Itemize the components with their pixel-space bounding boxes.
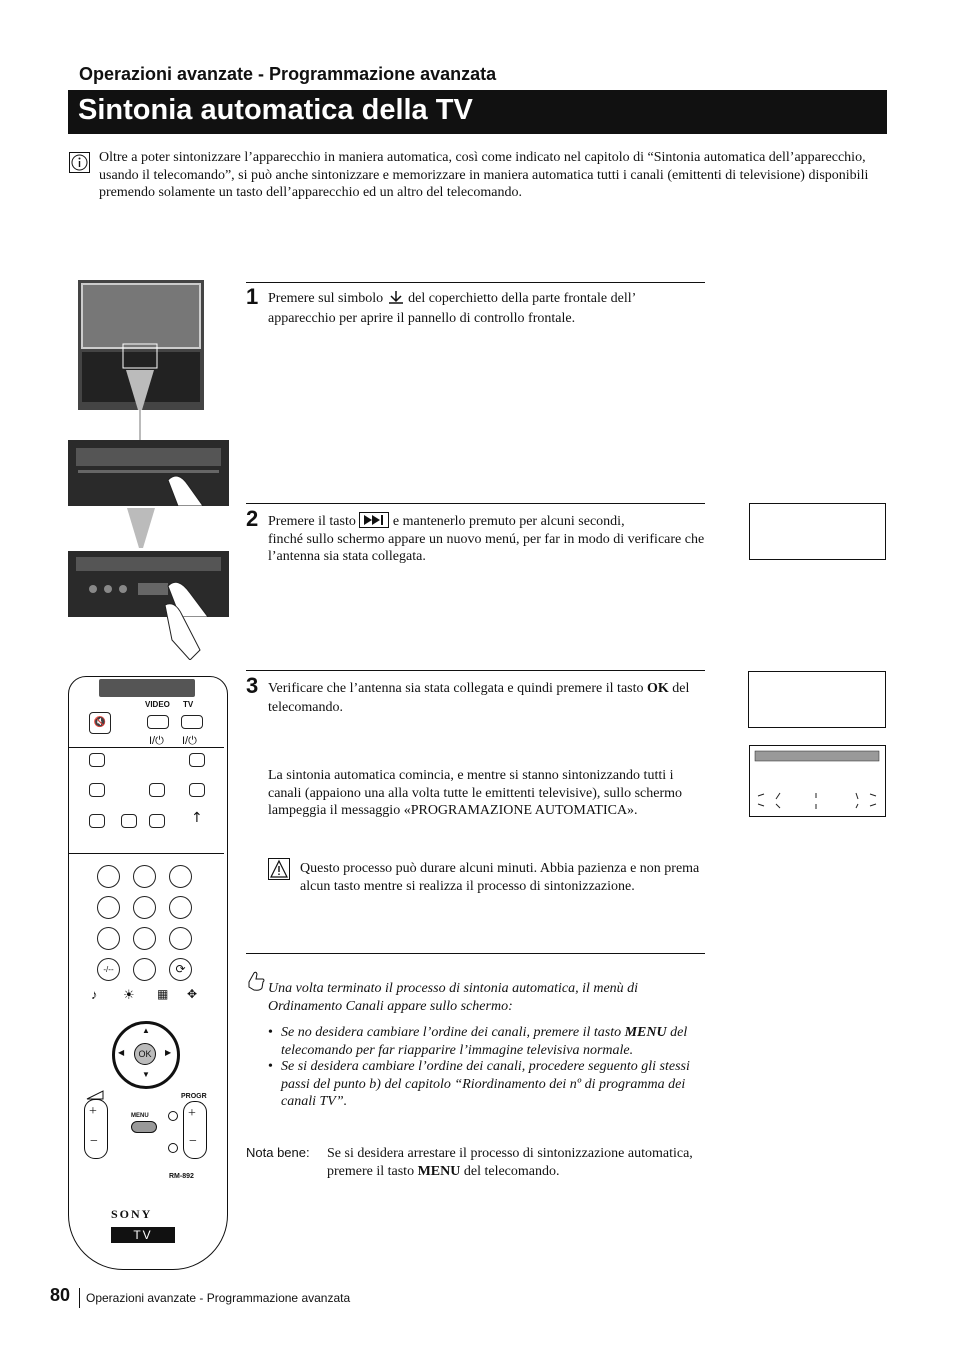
brand-tv-badge: TV: [111, 1227, 175, 1243]
step3-rule: [246, 670, 705, 671]
step2-rule: [246, 503, 705, 504]
screen-format-icon[interactable]: ✥: [187, 987, 198, 1001]
picture-mode-icon[interactable]: ☀: [123, 987, 135, 1002]
ok-button[interactable]: OK: [134, 1043, 156, 1065]
volume-rocker[interactable]: [84, 1099, 108, 1159]
program-down-icon[interactable]: −: [189, 1134, 197, 1149]
mute-button[interactable]: 🔇: [89, 712, 111, 734]
remote-button-a[interactable]: [89, 753, 105, 767]
warning-text: Questo processo può durare alcuni minuti. Abbia pazienza e non prema alcun tasto mentre si realizza il processo di sintonizzazione.: [300, 861, 700, 894]
note-bullet-2: Se si desidera cambiare l’ordine dei canali, procedere seguento gli stessi passi del punto b) del capitolo “Riordinamento dei nº di programma dei canali TV”.: [281, 1059, 690, 1109]
progr-label: PROGR: [181, 1093, 207, 1100]
tv-screen-antenna-check: [749, 503, 886, 560]
digit-5-button[interactable]: [133, 896, 156, 919]
navigation-pad[interactable]: [112, 1021, 180, 1089]
connector-line: [139, 410, 141, 440]
digit-3-button[interactable]: [169, 865, 192, 888]
video-power-label: I/⏻: [149, 735, 164, 747]
nav-up-icon[interactable]: ▲: [142, 1026, 150, 1035]
down-arrow-symbol-icon: [387, 291, 409, 306]
warning-icon: [268, 858, 290, 880]
digit-1-button[interactable]: [97, 865, 120, 888]
remote-tv-label: TV: [183, 700, 194, 709]
digit-7-button[interactable]: [97, 927, 120, 950]
footer-text: Operazioni avanzate - Programmazione avanzata: [86, 1291, 351, 1305]
recall-button[interactable]: ⟳: [169, 958, 192, 981]
input-select-button[interactable]: [189, 783, 205, 797]
remote-button-d[interactable]: [121, 814, 137, 828]
program-up-icon[interactable]: +: [188, 1106, 196, 1121]
digit-0-button[interactable]: [133, 958, 156, 981]
brand-logo: SONY: [111, 1207, 153, 1221]
tv-screen-auto-programming: [749, 745, 886, 817]
tv-power-button[interactable]: [181, 715, 203, 729]
nav-left-icon[interactable]: ◀: [118, 1048, 125, 1057]
surround-icon[interactable]: ▦: [157, 987, 169, 1001]
step1-text: Premere sul simbolo del coperchietto della parte frontale dell’ apparecchio per aprire il pannello di controllo frontale.: [268, 291, 637, 326]
page-number: 80: [50, 1285, 71, 1305]
input-button[interactable]: [149, 783, 165, 797]
remote-button-f[interactable]: [168, 1111, 178, 1121]
nota-bene-label: Nota bene:: [246, 1145, 310, 1160]
tv-illustration: [78, 280, 204, 410]
step3-number: 3: [246, 673, 259, 698]
volume-up-icon[interactable]: +: [89, 1104, 97, 1119]
remote-ir-window: [99, 679, 195, 697]
remote-video-label: VIDEO: [145, 700, 170, 709]
note-bullet-1: Se no desidera cambiare l’ordine dei canali, premere il tasto MENU del telecomando per far riapparire l’immagine televisiva normale.: [281, 1025, 688, 1058]
step1-number: 1: [246, 284, 259, 309]
fast-forward-button-icon: [359, 514, 393, 529]
arrow-down-icon: [127, 508, 155, 548]
model-label: RM-892: [169, 1173, 194, 1180]
double-digit-button[interactable]: -/--: [97, 958, 120, 981]
hand-icon: [160, 600, 210, 660]
remote-button-c[interactable]: [89, 814, 105, 828]
digit-2-button[interactable]: [133, 865, 156, 888]
up-arrow-icon: ↑: [191, 810, 203, 826]
digit-8-button[interactable]: [133, 927, 156, 950]
tv-power-label: I/⏻: [182, 735, 197, 747]
note-intro: Una volta terminato il processo di sintonia automatica, il menù di Ordinamento Canali appare sullo schermo:: [268, 981, 639, 1014]
nav-down-icon[interactable]: ▼: [142, 1070, 150, 1079]
step3-text: Verificare che l’antenna sia stata collegata e quindi premere il tasto OK del telecomando.: [268, 681, 690, 715]
info-icon: [69, 152, 90, 173]
remote-button-g[interactable]: [168, 1143, 178, 1153]
sound-mode-icon[interactable]: ♪: [91, 987, 98, 1002]
section-header: Operazioni avanzate - Programmazione avanzata: [79, 64, 497, 84]
teletext-button[interactable]: [89, 783, 105, 797]
note-rule: [246, 953, 705, 954]
digit-4-button[interactable]: [97, 896, 120, 919]
digit-6-button[interactable]: [169, 896, 192, 919]
remote-button-e[interactable]: [149, 814, 165, 828]
bullet-2: •: [268, 1059, 273, 1074]
step2-number: 2: [246, 506, 259, 531]
pointing-hand-icon: [246, 970, 266, 992]
menu-button[interactable]: [131, 1121, 157, 1133]
step2-text: Premere il tasto e mantenerlo premuto per alcuni secondi, finché sullo schermo appare un nuovo menú, per far in modo di verificare che l’antenna sia stata collegata.: [268, 514, 705, 564]
remote-button-b[interactable]: [189, 753, 205, 767]
tv-screen-confirm: [748, 671, 886, 728]
page-title: Sintonia automatica della TV: [78, 94, 473, 126]
nav-right-icon[interactable]: ▶: [165, 1048, 172, 1057]
intro-text: Oltre a poter sintonizzare l’apparecchio in maniera automatica, così come indicato nel capitolo di “Sintonia automatica dell’apparecchio, usando il telecomando”, si può anche sintonizzare e memorizzare in maniera automatica tutti i canali (emittenti di televisione) disponibili premendo solamente un tasto dell’apparecchio ed un altro del telecomando.: [99, 150, 869, 200]
program-rocker[interactable]: [183, 1101, 207, 1159]
bullet-1: •: [268, 1025, 273, 1040]
menu-label: MENU: [131, 1113, 149, 1119]
volume-down-icon[interactable]: −: [90, 1134, 98, 1149]
digit-9-button[interactable]: [169, 927, 192, 950]
video-power-button[interactable]: [147, 715, 169, 729]
step1-rule: [246, 282, 705, 283]
step3-paragraph: La sintonia automatica comincia, e mentre si stanno sintonizzando tutti i canali (appaiono una alla volta tutte le emittenti televisive), sullo schermo lampeggia il messaggio «PROGRAMAZIONE AUTOMATICA».: [268, 768, 683, 818]
front-panel-closed-illustration: [68, 440, 229, 506]
remote-control: [68, 676, 228, 1270]
nota-bene-text: Se si desidera arrestare il processo di sintonizzazione automatica, premere il tasto MENU del telecomando.: [327, 1146, 693, 1179]
